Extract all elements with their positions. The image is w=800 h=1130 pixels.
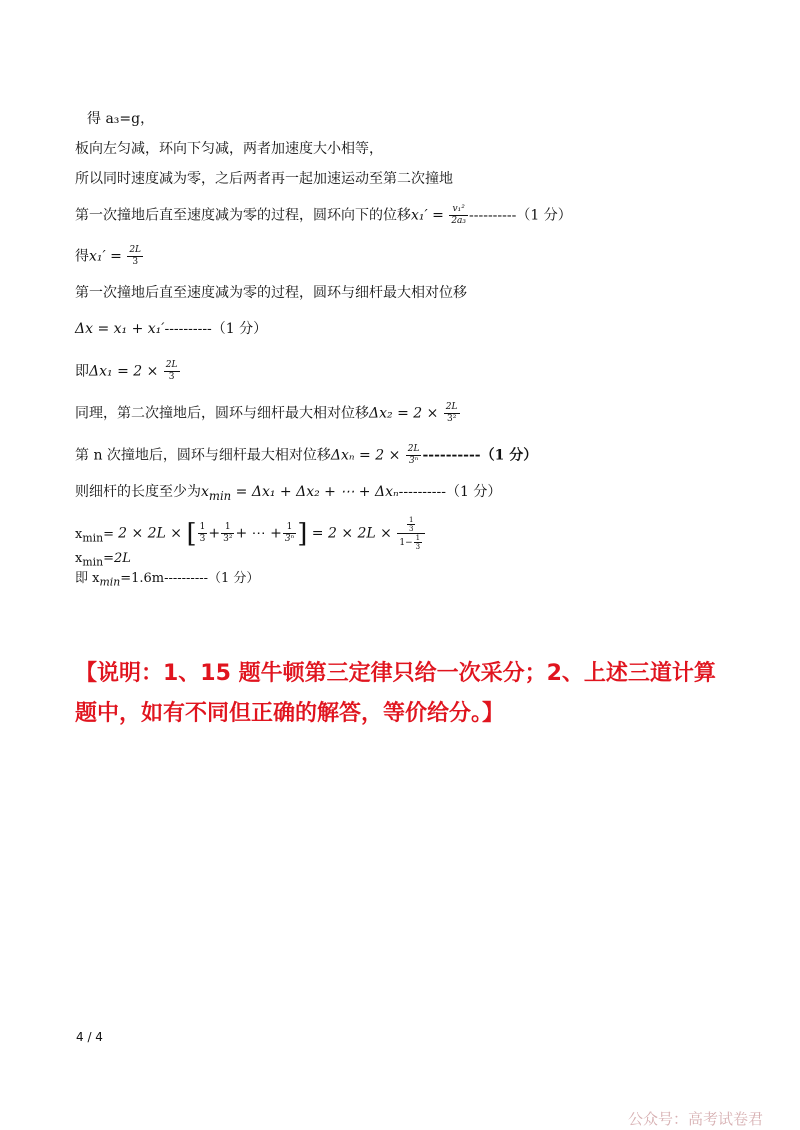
formula-fraction: $\frac{1}{\text{3²}}$ <box>223 522 233 544</box>
delta-xn-text: 第 n 次撞地后，圆环与细杆最大相对位移 <box>75 447 331 464</box>
formula-fraction: $\frac{2L}{\text{3ⁿ}}$ <box>407 444 420 466</box>
line-delta-x2 <box>75 402 461 425</box>
score-marker: ----------（1 分） <box>398 484 502 500</box>
formula-fraction: $\frac{2L}{3}$ <box>165 360 178 382</box>
prefix-de: 得 <box>75 248 89 265</box>
formula-delta-x2: Δx₂ = 2 × <box>369 405 443 422</box>
prefix-ji-x: 即 x <box>75 571 100 586</box>
formula-nested-fraction: $\frac{1}{3}$ 1− $\frac{1}{3}$ <box>397 516 425 551</box>
line-deceleration: 板向左匀减，环向下匀减，两者加速度大小相等， <box>75 141 383 157</box>
line-xmin-2L: $x_{min}=2L$ <box>75 551 131 569</box>
formula-fraction: $\frac{2L}{3}$ <box>129 245 142 267</box>
line-second-landing: 所以同时速度减为零，之后两者再一起加速运动至第二次撞地 <box>75 171 453 187</box>
page-number: 4 / 4 <box>76 1030 103 1044</box>
ring-displacement-text: 第一次撞地后直至速度减为零的过程，圆环向下的位移 <box>75 207 411 224</box>
line-a3-result: 得 a₃=g， <box>87 111 155 127</box>
xmin-final-value: =1.6m----------（1 分） <box>120 571 260 586</box>
line-xmin-final: 即 $x_{min}=1.6m----------(1$ 分） <box>75 571 260 589</box>
bracket-left: [ <box>186 518 197 549</box>
line-xmin-sum <box>75 483 501 505</box>
prefix-ji: 即 <box>75 363 89 380</box>
bracket-right: ] <box>297 518 308 549</box>
formula-fraction: $\frac{\text{v₁²}}{\text{2a₃}}$ <box>451 204 467 226</box>
formula-series: 2 × 2L × <box>118 525 187 542</box>
formula-xmin-sum: $x_{min} = \Delta x_1 + \Delta x_2$ + ⋯ + Δxₙ <box>201 484 399 503</box>
line-delta-xn <box>75 444 537 467</box>
formula-fraction: $\frac{1}{3}$ <box>199 522 206 544</box>
line-xmin-series: $x_{min}= 2 \times 2L$ × [ $\frac{1}{3}$ + $\frac{1}{\text{3²}}$ + ⋯ + $\frac{1}{\text{3ⁿ}}$ ] = 2 × 2L × $\frac{1}{3}$ 1− $\frac{1}{3}$ <box>75 516 426 551</box>
watermark: 公众号：高考试卷君 <box>628 1110 764 1128</box>
formula-delta-xn: Δxₙ = 2 × <box>330 447 405 464</box>
xmin-label: $x_{min}=$ <box>75 526 119 545</box>
line-x1prime-result <box>75 245 144 268</box>
xmin-sum-text: 则细杆的长度至少为 <box>75 484 201 500</box>
xmin-2L-value: =2L <box>103 551 131 566</box>
formula-x1prime-value: x₁′ = <box>89 248 127 265</box>
score-marker: ----------（1 分） <box>422 447 538 464</box>
line-relative-displacement: 第一次撞地后直至速度减为零的过程，圆环与细杆最大相对位移 <box>75 285 467 301</box>
formula-fraction: $\frac{2L}{\text{3²}}$ <box>445 402 458 424</box>
line-delta-x1 <box>75 360 181 383</box>
formula-delta-x: Δx = x₁ + x₁′ <box>75 321 165 337</box>
formula-fraction: $\frac{1}{\text{3ⁿ}}$ <box>284 522 295 544</box>
score-marker: ----------（1 分） <box>164 321 268 337</box>
formula-x1prime: x₁′ = <box>411 207 449 224</box>
delta-x2-text: 同理，第二次撞地后，圆环与细杆最大相对位移 <box>75 405 369 422</box>
line-ring-displacement <box>75 204 572 227</box>
score-marker: ----------（1 分） <box>469 207 572 224</box>
line-delta-x <box>75 320 267 338</box>
formula-delta-x1: Δx₁ = 2 × <box>89 363 163 380</box>
grading-note: 【说明：1、15 题牛顿第三定律只给一次采分；2、上述三道计算题中，如有不同但正确的解答，等价给分。】 <box>75 661 716 726</box>
